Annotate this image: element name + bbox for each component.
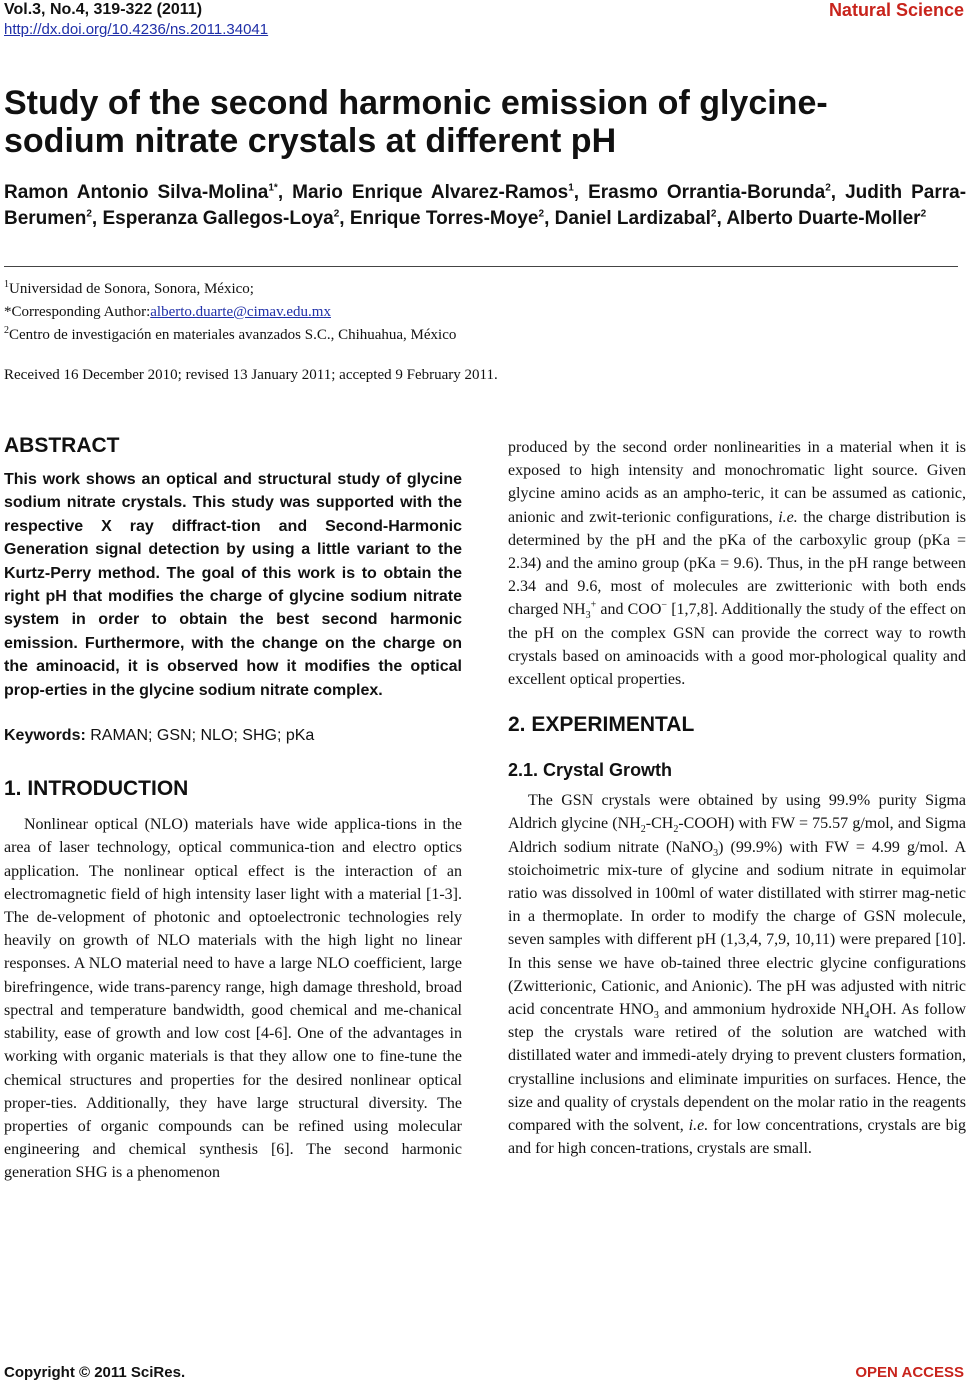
affiliation-1: $^1$Universidad de Sonora, Sonora, México;	[4, 279, 254, 297]
copyright: Copyright © 2011 SciRes.	[4, 1364, 186, 1381]
email-link[interactable]: alberto.duarte@cimav.edu.mx	[150, 304, 331, 320]
introduction-continued: produced by the second order nonlinearities in a material when it is exposed to high intensity and monochromatic light source. Given glycine amino acids as an ampho-teric, it can be assumed as cationic, anionic and zwit-terionic configurations, i.e. the charge distribution is determined by the pH and the pKa of the carboxylic group (pKa = 2.34) and the amino group (pKa = 9.6). Thus, in the pH range between 2.34 and 9.6, most of molecules are zwitterionic with both ends charged $NH_3^+$ and COO− [1,7,8]. Additionally the study of the effect on the pH on the complex GSN can provide the correct way to rowth crystals based on aminoacids with a good mor-phological quality and excellent optical properties.	[508, 439, 967, 689]
left-column	[4, 432, 462, 1185]
abstract-text: This work shows an optical and structural study of glycine sodium nitrate crystals. This study was supported with the respective X ray diffract-tion and Second-Harmonic Generation signal detection by using a little variant to the Kurtz-Perry method. The goal of this work is to obtain the right pH that modifies the charge of glycine sodium nitrate system in order to obtain the best second harmonic emission. Furthermore, with the change on the charge on the aminoacid, it is observed how it modifies the optical prop-erties in the glycine sodium nitrate complex.	[4, 471, 462, 699]
crystal-growth-paragraph: The GSN crystals were obtained by using 99.9% purity Sigma Aldrich glycine $(NH_2-CH_2-COOH)$ with FW = 75.57 g/mol, and Sigma Aldrich sodium nitrate (NaNO$_3$) (99.9%) with FW = 4.99 g/mol. A stoichoimetric mix-ture of glycine and sodium nitrate in equimolar ratio was dissolved in 100ml of water distillated with stirrer mag-netic in a thermoplate. In order to modify the charge of GSN molecule, seven samples with different pH (1,3,4, 7,9, 10,11) were prepared [10]. In this sense we have ob-tained three electric glycine configurations (Zwitterionic, Cationic, and Anionic). The pH was adjusted with nitric acid concentrate $HNO_3$ and ammonium hydroxide $NH_4OH$. As follow step the crystals ware retired of the solution are watched with distillated water and immedi-ately drying to prevent clusters formation, crystalline inclusions and eliminate impurities on surfaces. Hence, the size and quality of crystals dependent on the molar ratio in the reagents compared with the solvent, i.e. for low concentrations, crystals are big and for high concen-trations, crystals are small.	[508, 792, 967, 1158]
right-column	[508, 436, 966, 1160]
author: Erasmo Orrantia-Borunda$^2$	[588, 182, 831, 203]
author: Alberto Duarte-Moller$^2$	[726, 208, 927, 229]
author: Judith Parra-Berumen$^2$	[4, 182, 967, 229]
author: Daniel Lardizabal$^2$	[554, 208, 717, 229]
citation-text: Vol.3, No.4, 319-322 (2011)	[4, 1, 203, 18]
author: Enrique Torres-Moye$^2$	[349, 208, 545, 229]
introduction-paragraph: Nonlinear optical (NLO) materials have wide applica-tions in the area of laser technology, optical communica-tion and electro optics application. The nonlinear optical effect is the interaction of an electromagnetic field of high intensity laser light with a material [1-3]. The de-velopment of photonic and optoelectronic technologies rely heavily on growth of NLO materials with the high light no linear responses. A NLO material need to have a large NLO coefficient, large birefringence, wide trans-parency range, high damage threshold, broad spectral and temperature bandwidth, good chemical and me-chanical stability, ease of growth and low cost [4-6]. One of the advantages in working with organic materials is that they allow one to fine-tune the chemical structures and properties for the desired nonlinear optical proper-ties. Additionally, they have large structural diversity. The properties of organic compounds can be refined using molecular engineering and chemical synthesis [6]. The second harmonic generation SHG is a phenomenon	[4, 816, 462, 1182]
keywords: Keywords: RAMAN; GSN; NLO; SHG; pKa	[4, 727, 315, 745]
experimental-heading: 2. EXPERIMENTAL	[508, 713, 695, 737]
author: Mario Enrique Alvarez-Ramos$^1$	[292, 182, 574, 203]
doi-link[interactable]: http://dx.doi.org/10.4236/ns.2011.34041	[4, 21, 269, 38]
affiliation-2: $^2$Centro de investigación en materiales avanzados S.C., Chihuahua, México	[4, 325, 457, 343]
crystal-growth-heading: 2.1. Crystal Growth	[508, 760, 673, 781]
header-divider	[4, 266, 958, 267]
received-dates: Received 16 December 2010; revised 13 January 2011; accepted 9 February 2011.	[4, 367, 498, 383]
affiliations	[4, 278, 944, 347]
abstract-heading: ABSTRACT	[4, 434, 120, 457]
journal-citation	[4, 0, 268, 40]
corresponding-author: *Corresponding Author:alberto.duarte@cimav.edu.mx	[4, 304, 331, 320]
introduction-heading: 1. INTRODUCTION	[4, 777, 189, 801]
author: Esperanza Gallegos-Loya$^2$	[102, 208, 340, 229]
journal-name: Natural Science	[828, 0, 964, 20]
open-access-label: OPEN ACCESS	[855, 1364, 964, 1381]
author: Ramon Antonio Silva-Molina$^{1*}$	[4, 182, 278, 203]
paper-title: Study of the second harmonic emission of glycine-sodium nitrate crystals at different pH	[4, 84, 828, 160]
author-list: Ramon Antonio Silva-Molina$^{1*}$, Mario Enrique Alvarez-Ramos$^1$, Erasmo Orrantia-Borunda$^2$, Judith Parra-Berumen$^2$, Esperanza Gallegos-Loya$^2$, Enrique Torres-Moye$^2$, Daniel Lardizabal$^2$, Alberto Duarte-Moller$^2$	[4, 182, 967, 229]
